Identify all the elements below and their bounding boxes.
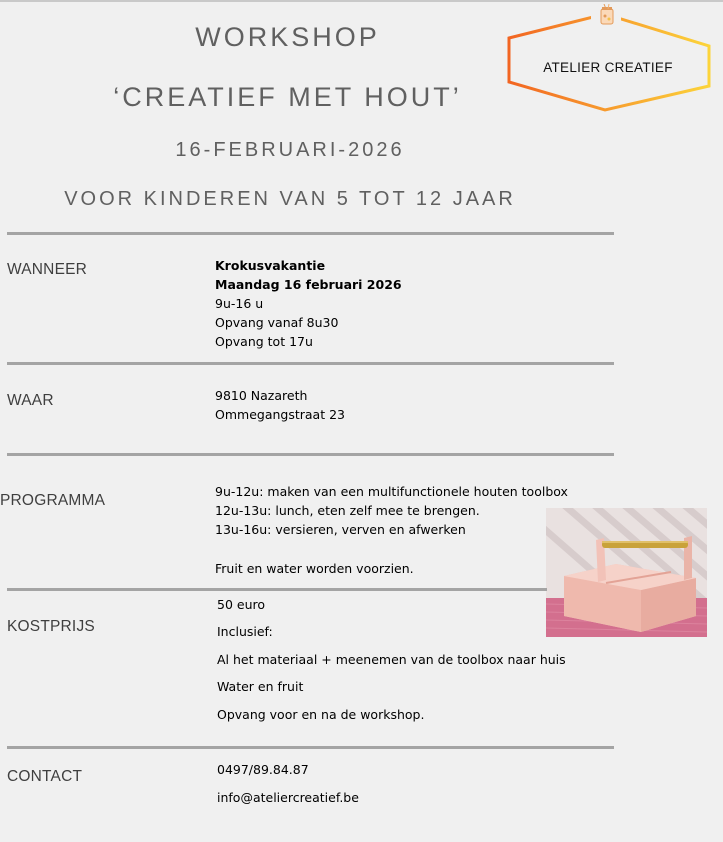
divider [7, 453, 614, 456]
divider [7, 232, 614, 235]
wanneer-line: Opvang tot 17u [215, 334, 313, 349]
programma-line: Fruit en water worden voorzien. [215, 561, 414, 576]
kostprijs-line: Water en fruit [217, 679, 304, 694]
contact-email[interactable]: info@ateliercreatief.be [217, 790, 359, 805]
label-programma: PROGRAMMA [0, 492, 106, 509]
wanneer-line: Krokusvakantie [215, 258, 326, 273]
top-border [0, 0, 723, 2]
wanneer-line: Opvang vanaf 8u30 [215, 315, 339, 330]
kostprijs-line: Inclusief: [217, 624, 273, 639]
paint-jar-icon [597, 4, 617, 26]
wanneer-line: 9u-16 u [215, 296, 264, 311]
label-kostprijs: KOSTPRIJS [7, 618, 95, 635]
divider [7, 746, 614, 749]
title-audience: VOOR KINDEREN VAN 5 TOT 12 JAAR [64, 188, 516, 210]
contact-phone: 0497/89.84.87 [217, 762, 309, 777]
title-name: ‘CREATIEF MET HOUT’ [113, 82, 462, 112]
atelier-logo [505, 8, 711, 114]
waar-line: Ommegangstraat 23 [215, 407, 345, 422]
title-workshop: WORKSHOP [195, 22, 380, 52]
kostprijs-line: Al het materiaal + meenemen van de toolbox naar huis [217, 652, 566, 667]
programma-line: 12u-13u: lunch, eten zelf mee te brengen. [215, 503, 480, 518]
kostprijs-line: Opvang voor en na de workshop. [217, 707, 425, 722]
label-waar: WAAR [7, 392, 54, 409]
logo-text: ATELIER CREATIEF [543, 60, 673, 75]
label-contact: CONTACT [7, 768, 83, 785]
waar-line: 9810 Nazareth [215, 388, 308, 403]
wanneer-line: Maandag 16 februari 2026 [215, 277, 402, 292]
wooden-toolbox-photo [546, 508, 707, 637]
title-date: 16-FEBRUARI-2026 [175, 139, 405, 161]
divider [7, 588, 547, 591]
programma-line: 13u-16u: versieren, verven en afwerken [215, 522, 466, 537]
divider [7, 362, 614, 365]
kostprijs-line: 50 euro [217, 597, 266, 612]
programma-line: 9u-12u: maken van een multifunctionele houten toolbox [215, 484, 568, 499]
label-wanneer: WANNEER [7, 261, 88, 278]
